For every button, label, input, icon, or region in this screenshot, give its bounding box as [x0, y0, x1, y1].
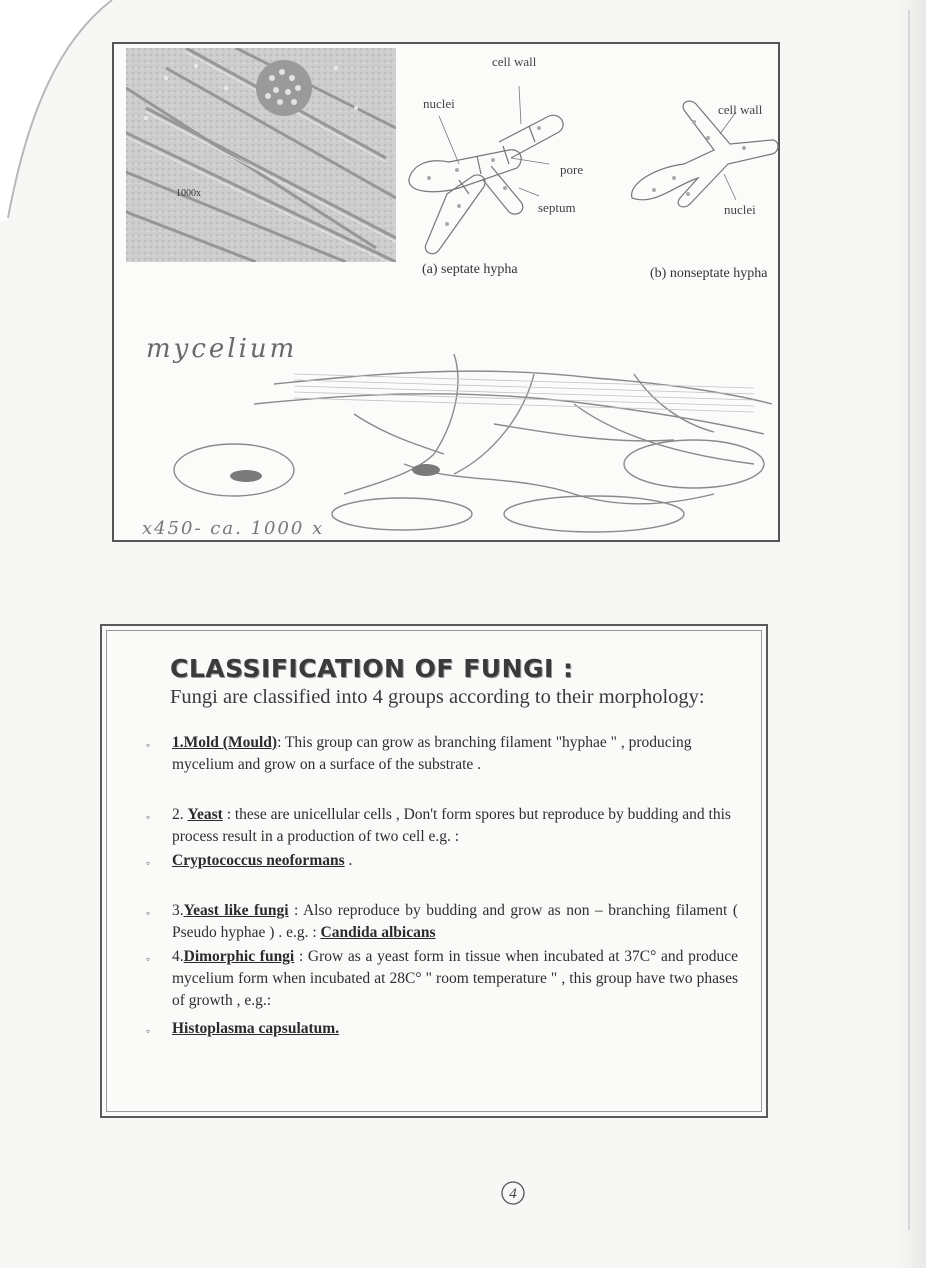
page-number [498, 1178, 528, 1208]
magnification-label: x450- ca. 1000 x [142, 518, 325, 539]
term-candida-albicans: Candida albicans [320, 924, 436, 941]
caption-nonseptate-hypha: (b) nonseptate hypha [650, 266, 768, 281]
slide-intro: Fungi are classified into 4 groups according to their morphology: [170, 686, 705, 708]
item-text: : Grow as a yeast form in tissue when incubated at 37C° and produce mycelium form when incubated at 28C° " room temperature " , this group have two phases of growth , e.g.: [172, 948, 738, 1009]
micrograph-image [126, 48, 396, 262]
mycelium-drawing [154, 344, 774, 534]
bullet: ◦ [146, 1024, 151, 1038]
term-cryptococcus: Cryptococcus neoformans [172, 852, 345, 869]
term-dimorphic-fungi: Dimorphic fungi [183, 948, 295, 965]
label-cell-wall: cell wall [492, 54, 537, 69]
bullet: ◦ [146, 906, 151, 920]
hyphae-micrograph [126, 48, 396, 262]
term-yeast-like-fungi: Yeast like fungi [183, 902, 289, 919]
slide-heading: CLASSIFICATION OF FUNGI : [170, 654, 574, 683]
page-edge-line [908, 10, 910, 1230]
term-histoplasma: Histoplasma capsulatum. [172, 1020, 340, 1037]
label-cell-wall-nonseptate: cell wall [718, 102, 763, 117]
bullet: ◦ [146, 810, 151, 824]
list-item-yeast-like-fungi [172, 900, 738, 944]
label-nuclei-nonseptate: nuclei [724, 202, 756, 217]
item-text: : Also reproduce by budding and grow as non – branching filament ( Pseudo hyphae ) . e.g. : [172, 902, 739, 941]
bullet: ◦ [146, 952, 151, 966]
page-number-text: 4 [509, 1186, 517, 1202]
item-text: . [344, 852, 353, 869]
item-text: : This group can grow as branching filament "hyphae " , producing mycelium and grow on a surface of the substrate . [172, 734, 692, 773]
list-item-dimorphic-fungi [172, 946, 738, 1012]
term-mold: 1.Mold (Mould) [172, 734, 278, 751]
mycelium-label: mycelium [146, 334, 298, 364]
bullet: ◦ [146, 856, 151, 870]
term-yeast: Yeast [187, 806, 223, 823]
item-prefix: 4. [172, 948, 184, 965]
list-item-yeast [172, 804, 738, 848]
list-item-mold [172, 732, 738, 776]
item-prefix: 2. [172, 806, 188, 823]
caption-septate-hypha: (a) septate hypha [422, 262, 518, 277]
classification-slide [100, 624, 768, 1118]
figure-slide [112, 42, 780, 542]
page-edge-shadow [896, 0, 926, 1268]
item-text: : these are unicellular cells , Don't form spores but reproduce by budding and this process result in a production of two cell e.g. : [172, 806, 731, 845]
page-corner-fold [0, 0, 120, 230]
list-item-histoplasma [172, 1018, 738, 1040]
item-prefix: 3. [172, 902, 184, 919]
bullet: ◦ [146, 738, 151, 752]
label-nuclei: nuclei [423, 96, 455, 111]
micrograph-label: 1000x [176, 188, 201, 199]
list-item-cryptococcus [172, 850, 738, 872]
label-septum: septum [538, 200, 576, 215]
label-pore: pore [560, 162, 584, 177]
